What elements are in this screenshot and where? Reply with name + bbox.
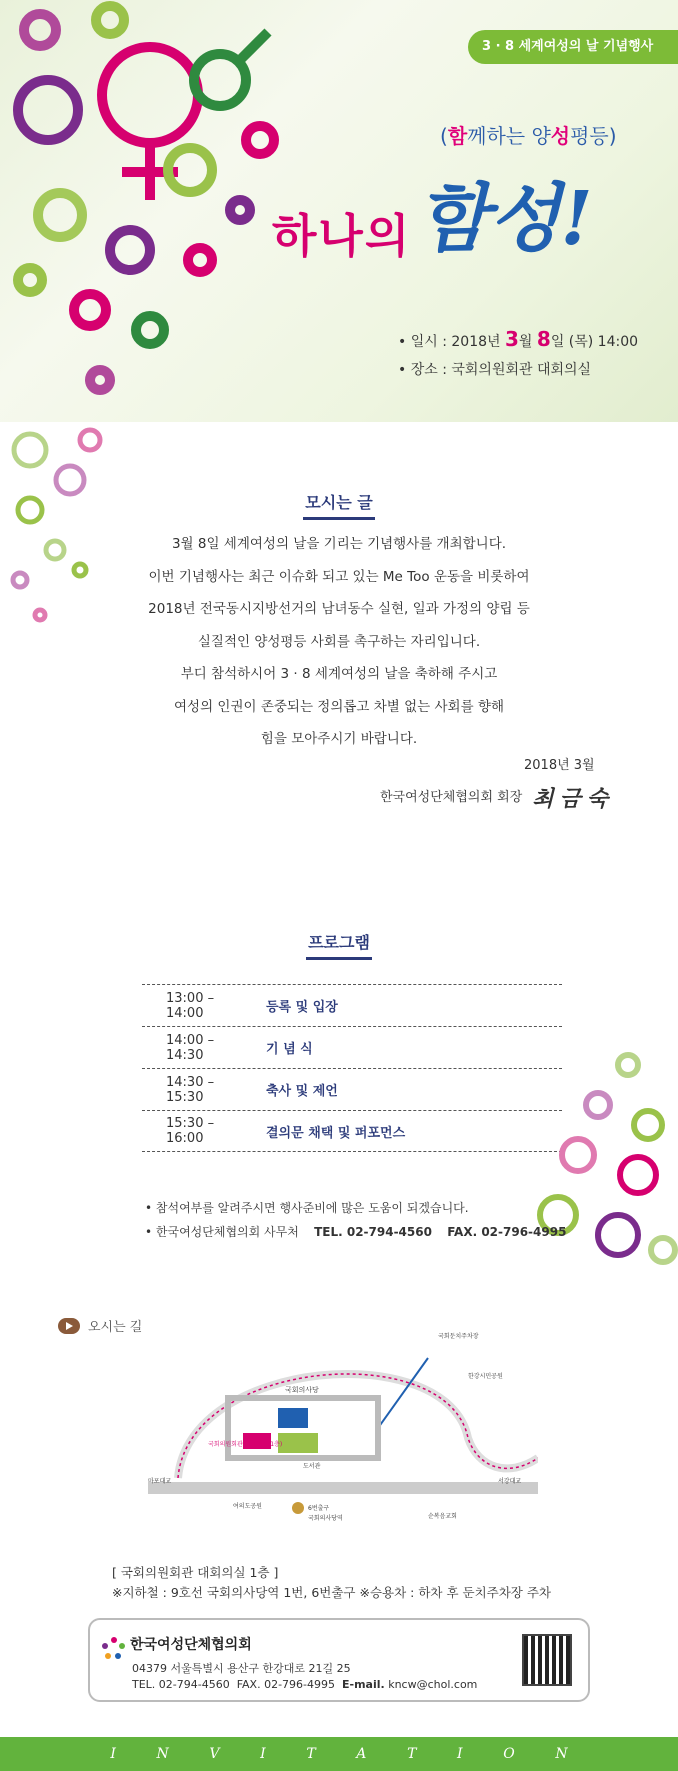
contact-card [88, 1618, 590, 1702]
main-title [272, 160, 593, 266]
title-part1: 하나의 [272, 209, 412, 263]
invitation-letter [0, 528, 678, 756]
map-label-assembly: 국회의사당 [285, 1386, 319, 1394]
address-detail: ※지하철 : 9호선 국회의사당역 1번, 6번출구 ※승용차 : 하차 후 둔치주차장 주차 [112, 1585, 552, 1600]
map-label-sunbok: 순복음교회 [428, 1513, 457, 1520]
footer-letter: O [503, 1746, 515, 1762]
map-label-yeouido: 여의도공원 [233, 1503, 262, 1510]
title-part2: 함성! [417, 176, 593, 262]
footer-letter: I [110, 1746, 116, 1762]
signature: 최금숙 [532, 786, 615, 812]
location-map [148, 1318, 538, 1528]
program-row: 14:30 – 15:30 축사 및 제언 [142, 1068, 562, 1110]
program-row: 14:00 – 14:30 기 념 식 [142, 1026, 562, 1068]
program-notes [145, 1196, 566, 1244]
map-label-han: 한강시민공원 [468, 1373, 503, 1380]
org-logo-icon [100, 1634, 128, 1662]
footer-letter: N [555, 1746, 568, 1762]
qr-code[interactable] [522, 1634, 572, 1686]
footer-letter: T [407, 1746, 417, 1762]
org-contact: TEL. 02-794-4560 FAX. 02-796-4995 E-mail. kncw@chol.com [132, 1678, 478, 1691]
map-label-seogang: 서강대교 [498, 1478, 522, 1485]
letter-line: 2018년 전국동시지방선거의 남녀동수 실현, 일과 가정의 양립 등 [148, 601, 530, 617]
letter-line: 힘을 모아주시기 바랍니다. [260, 731, 418, 747]
play-icon [58, 1318, 80, 1334]
note-rsvp: • 참석여부를 알려주시면 행사준비에 많은 도움이 되겠습니다. [145, 1201, 469, 1215]
program-table [142, 984, 562, 1152]
map-label-station: 국회의사당역 [308, 1515, 343, 1522]
map-label-library: 도서관 [303, 1463, 321, 1470]
map-label-mapo: 마포대교 [148, 1478, 172, 1485]
org-name: 한국여성단체협의회 [130, 1637, 252, 1653]
address-info [112, 1563, 551, 1603]
letter-line: 실질적인 양성평등 사회를 촉구하는 자리입니다. [197, 633, 481, 650]
note-contact: • 한국여성단체협의회 사무처 TEL. 02-794-4560 FAX. 02-796-4995 [145, 1225, 567, 1239]
program-title: 프로그램 [0, 930, 678, 960]
letter-line: 이번 기념행사는 최근 이슈화 되고 있는 Me Too 운동을 비롯하여 [148, 568, 530, 585]
footer-letter: V [209, 1746, 220, 1762]
event-date: • 일시 : 2018년 3월 8일 (목) 14:00 [398, 327, 639, 351]
invitation-title: 모시는 글 [0, 490, 678, 520]
footer-letter: N [156, 1746, 169, 1762]
letter-line: 여성의 인권이 존중되는 정의롭고 차별 없는 사회를 향해 [174, 698, 504, 715]
event-place: • 장소 : 국회의원회관 대회의실 [398, 362, 592, 378]
event-badge: 3 · 8 세계여성의 날 기념행사 [468, 30, 678, 64]
map-label-exit: 6번출구 [308, 1505, 330, 1512]
email-link[interactable]: kncw@chol.com [388, 1678, 478, 1691]
footer-letter: A [356, 1746, 367, 1762]
footer-letter: I [457, 1746, 463, 1762]
letter-date: 2018년 3월 [524, 758, 595, 773]
subtitle: (함께하는 양성평등) [440, 124, 617, 148]
directions-label: 오시는 길 [58, 1316, 142, 1335]
invitation-footer [0, 1737, 678, 1771]
letter-line: 3월 8일 세계여성의 날을 기리는 기념행사를 개최합니다. [171, 536, 507, 552]
address-title: [ 국회의원회관 대회의실 1층 ] [112, 1565, 279, 1580]
program-row: 15:30 – 16:00 결의문 채택 및 퍼포먼스 [142, 1110, 562, 1152]
map-label-parking: 국회둔치주차장 [438, 1333, 479, 1340]
event-info [398, 325, 638, 384]
letter-line: 부디 참석하시어 3 · 8 세계여성의 날을 축하해 주시고 [180, 666, 498, 682]
org-address: 04379 서울특별시 용산구 한강대로 21길 25 [132, 1662, 351, 1675]
program-row: 13:00 – 14:00 등록 및 입장 [142, 984, 562, 1026]
map-label-hall: 국회의원회관 대회의실(1층) [208, 1441, 283, 1448]
hero-banner [0, 0, 678, 422]
footer-letter: I [260, 1746, 266, 1762]
signer: 한국여성단체협의회 회장 최금숙 [380, 786, 615, 812]
footer-letter: T [306, 1746, 316, 1762]
